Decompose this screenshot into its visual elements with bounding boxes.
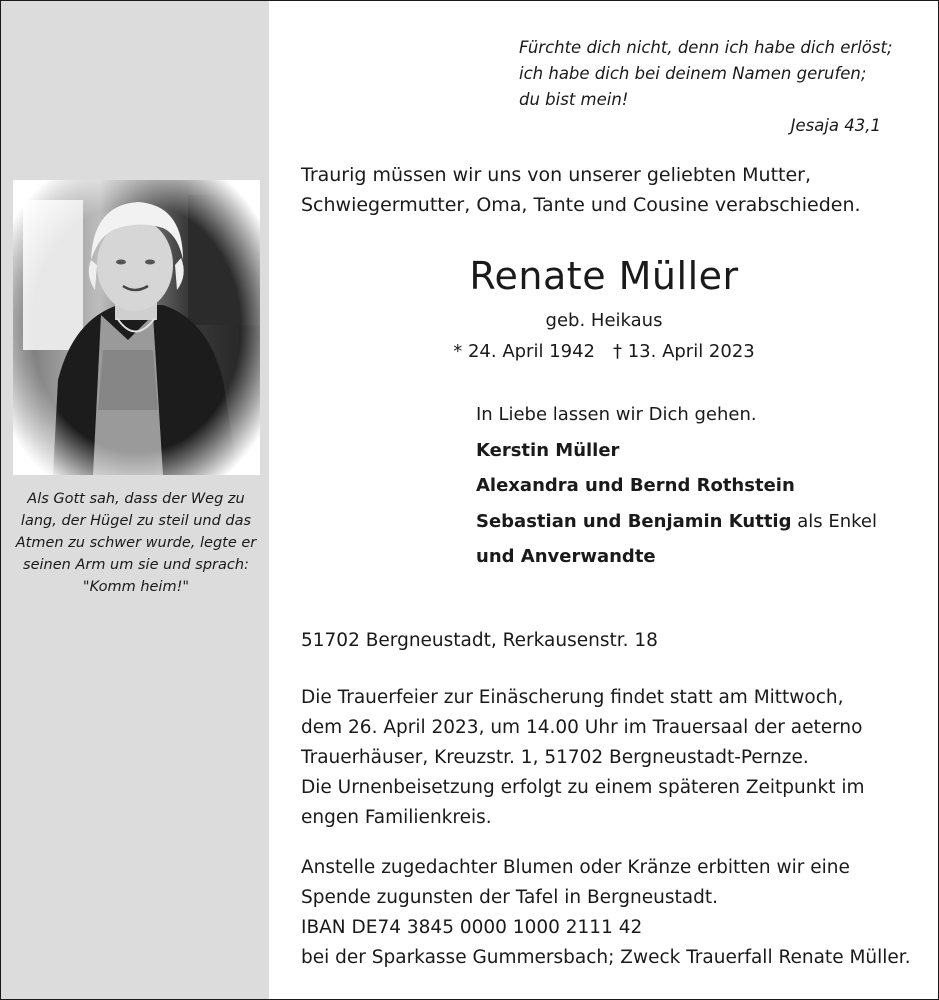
mourner-suffix: als Enkel [791,510,877,532]
quote-line: lang, der Hügel zu steil und das [20,513,252,529]
verse-reference: Jesaja 43,1 [790,116,881,135]
quote-line: Als Gott sah, dass der Weg zu [27,491,245,507]
birth-date: * 24. April 1942 [453,341,595,362]
donation-line: Spende zugunsten der Tafel in Bergneustadt. [301,887,718,908]
ceremony-info [301,683,926,833]
intro-line: Traurig müssen wir uns von unserer geliebten Mutter, [301,164,812,186]
iban-line: IBAN DE74 3845 0000 1000 2111 42 [301,917,643,938]
quote-line: "Komm heim!" [82,579,190,595]
farewell-line: In Liebe lassen wir Dich gehen. [476,404,757,425]
mourner-entry [476,433,916,469]
life-dates [0,338,939,366]
intro-text [301,160,921,220]
verse-line: Fürchte dich nicht, denn ich habe dich erlöst; [519,38,893,57]
ceremony-line: Die Urnenbeisetzung erfolgt zu einem späteren Zeitpunkt im [301,777,865,798]
family-address [301,626,926,656]
death-date: † 13. April 2023 [613,341,755,362]
verse-line: du bist mein! [519,90,629,109]
quote-line: Atmen zu schwer wurde, legte er [15,535,257,551]
donation-line: bei der Sparkasse Gummersbach; Zweck Trauerfall Renate Müller. [301,947,911,968]
mourner-entry [476,468,916,504]
mourner-entry [476,504,916,540]
mourner-name: und Anverwandte [476,546,656,567]
birth-name: geb. Heikaus [545,310,663,331]
sidebar-quote [10,488,262,598]
mourner-entry [476,539,916,575]
donation-line: Anstelle zugedachter Blumen oder Kränze erbitten wir eine [301,857,850,878]
intro-line: Schwiegermutter, Oma, Tante und Cousine verabschieden. [301,194,861,216]
ceremony-line: Die Trauerfeier zur Einäscherung findet statt am Mittwoch, [301,687,844,708]
donation-info [301,853,926,973]
ceremony-line: engen Familienkreis. [301,807,492,828]
address-line: 51702 Bergneustadt, Rerkausenstr. 18 [301,630,658,651]
mourners-list [476,397,916,575]
verse-line: ich habe dich bei deinem Namen gerufen; [519,64,867,83]
mourner-name: Kerstin Müller [476,439,620,461]
ceremony-line: dem 26. April 2023, um 14.00 Uhr im Trauersaal der aeterno [301,717,863,738]
mourner-name: Alexandra und Bernd Rothstein [476,475,795,496]
mourner-name: Sebastian und Benjamin Kuttig [476,510,792,532]
bible-verse [519,35,899,139]
quote-line: seinen Arm um sie und sprach: [23,557,249,573]
ceremony-line: Trauerhäuser, Kreuzstr. 1, 51702 Bergneustadt-Pernze. [301,747,809,768]
deceased-name: Renate Müller [469,254,739,298]
